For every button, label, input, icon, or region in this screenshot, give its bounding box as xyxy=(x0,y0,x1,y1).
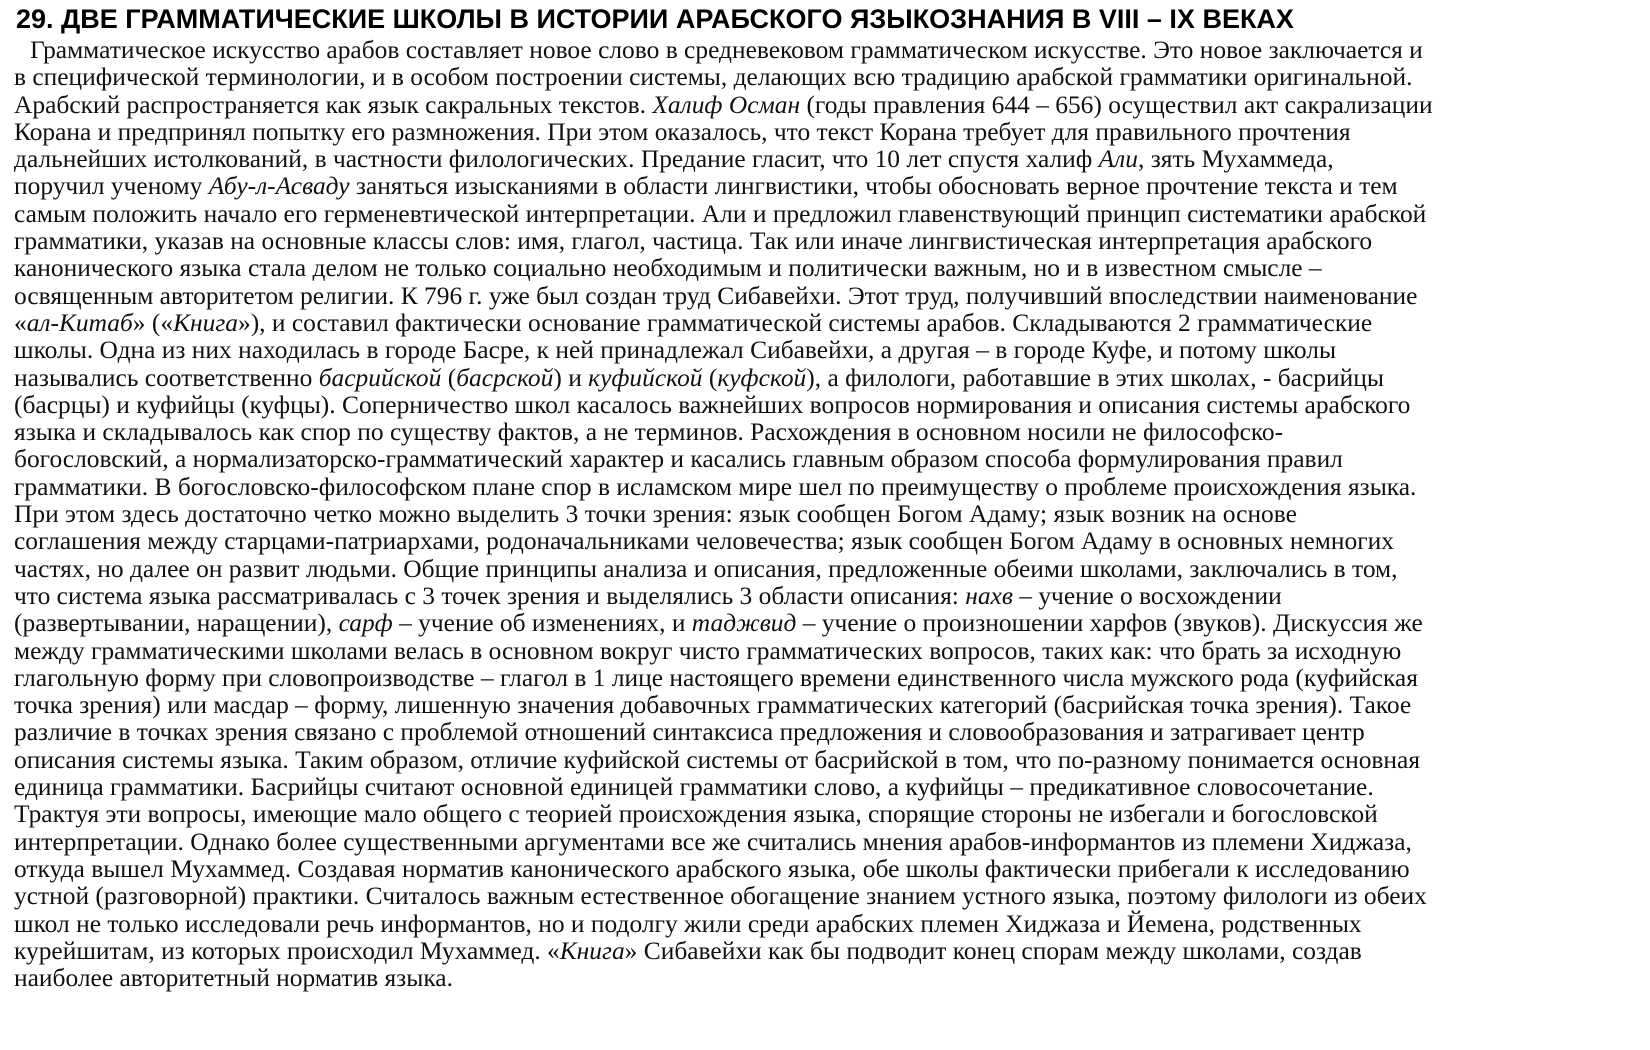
text-line xyxy=(14,500,1640,527)
text-segment: частях, но далее он развит людьми. Общие принципы анализа и описания, предложенные обеими школами, заключались в том, xyxy=(14,553,1398,583)
text-line xyxy=(14,855,1640,882)
text-segment: богословский, а нормализаторско-грамматический характер и касались главным образом способа формулирования правил xyxy=(14,444,1343,474)
text-line xyxy=(14,391,1640,418)
text-line xyxy=(14,282,1640,309)
text-segment: – учение об изменениях, и xyxy=(392,608,692,638)
text-segment: – учение о произношении харфов (звуков). Дискуссия же xyxy=(796,608,1423,638)
italic-term: сарф xyxy=(338,608,393,638)
text-segment: – учение о восхождении xyxy=(1012,580,1282,610)
text-line xyxy=(14,582,1640,609)
text-segment: « xyxy=(14,307,27,337)
text-segment: ), а филологи, работавшие в этих школах, - басрийцы xyxy=(806,362,1384,392)
text-line xyxy=(14,200,1640,227)
text-segment: Грамматическое искусство арабов составляет новое слово в средневековом грамматическом искусстве. Это новое заключается и xyxy=(29,35,1423,64)
text-segment: откуда вышел Мухаммед. Создавая норматив канонического арабского языка, обе школы фактически прибегали к исследованию xyxy=(14,853,1410,883)
italic-term: нахв xyxy=(965,580,1013,610)
italic-term: таджвид xyxy=(691,608,797,638)
italic-term: Халиф Осман xyxy=(652,89,801,119)
text-line xyxy=(14,63,1640,90)
text-line xyxy=(14,227,1640,254)
text-segment: (развертывании, наращении), xyxy=(14,608,339,638)
text-line xyxy=(14,336,1640,363)
italic-term: басрской xyxy=(456,362,554,392)
text-segment: грамматики. В богословско-философском плане спор в исламском мире шел по преимуществу о проблеме происхождения языка. xyxy=(14,471,1417,501)
text-line xyxy=(14,254,1640,281)
text-line xyxy=(14,473,1640,500)
text-segment: в специфической терминологии, и в особом построении системы, делающих всю традицию арабской грамматики оригинальной. xyxy=(14,62,1413,92)
text-segment: канонического языка стала делом не только социально необходимым и политически важным, но и в известном смысле – xyxy=(14,253,1322,283)
text-segment: заняться изысканиями в области лингвистики, чтобы обосновать верное прочтение текста и тем xyxy=(349,171,1398,201)
text-line xyxy=(14,91,1640,118)
text-line xyxy=(14,527,1640,554)
text-segment: Корана и предпринял попытку его размножения. При этом оказалось, что текст Корана требует для правильного прочтения xyxy=(14,116,1351,146)
text-segment: интерпретации. Однако более существенными аргументами все же считались мнения арабов-информантов из племени Хиджаза, xyxy=(14,826,1412,856)
italic-term: басрийской xyxy=(318,362,442,392)
text-segment: » Сибавейхи как бы подводит конец спорам между школами, создав xyxy=(624,935,1362,965)
text-line xyxy=(14,882,1640,909)
text-line xyxy=(14,145,1640,172)
text-line xyxy=(14,691,1640,718)
text-segment: , зять Мухаммеда, xyxy=(1137,144,1334,174)
text-segment: назывались соответственно xyxy=(14,362,319,392)
text-line xyxy=(14,800,1640,827)
text-segment: Арабский распространяется как язык сакральных текстов. xyxy=(14,89,653,119)
italic-term: Али xyxy=(1098,144,1138,174)
text-segment: различие в точках зрения связано с проблемой отношений синтаксиса предложения и словообразования и затрагивает центр xyxy=(14,717,1365,747)
text-segment: между грамматическими школами велась в основном вокруг чисто грамматических вопросов, таких как: что брать за исходную xyxy=(14,635,1402,665)
text-line xyxy=(14,828,1640,855)
text-line xyxy=(14,445,1640,472)
text-segment: школ не только исследовали речь информантов, но и подолгу жили среди арабских племен Хиджаза и Йемена, родственных xyxy=(14,908,1362,938)
italic-term: Книга xyxy=(559,935,625,965)
text-segment: дальнейших истолкований, в частности филологических. Предание гласит, что 10 лет спустя халиф xyxy=(14,144,1099,174)
text-segment: школы. Одна из них находилась в городе Басре, к ней принадлежал Сибавейхи, а другая – в городе Куфе, и потому школы xyxy=(14,335,1337,365)
text-segment: »), и составил фактически основание грамматической системы арабов. Складываются 2 грамматические xyxy=(237,307,1373,337)
text-segment: точка зрения) или масдар – форму, лишенную значения добавочных грамматических категорий (басрийская точка зрения). Такое xyxy=(14,690,1412,720)
text-segment: глагольную форму при словопроизводстве – глагол в 1 лице настоящего времени единственного числа мужского рода (куфийская xyxy=(14,662,1418,692)
text-segment: языка и складывалось как спор по существу фактов, а не терминов. Расхождения в основном носили не философско- xyxy=(14,417,1284,447)
italic-term: ал-Китаб xyxy=(26,307,133,337)
document-page xyxy=(14,2,1644,991)
text-line xyxy=(14,937,1640,964)
text-line xyxy=(14,718,1640,745)
text-segment: единица грамматики. Басрийцы считают основной единицей грамматики слово, а куфийцы – предикативное словосочетание. xyxy=(14,772,1374,802)
text-line xyxy=(14,172,1640,199)
text-segment: наиболее авторитетный норматив языка. xyxy=(14,963,453,993)
italic-term: Книга xyxy=(173,307,238,337)
text-segment: (годы правления 644 – 656) осуществил акт сакрализации xyxy=(800,89,1433,119)
text-segment: описания системы языка. Таким образом, отличие куфийской системы от басрийской в том, что по-разному понимается основная xyxy=(14,744,1421,774)
text-line xyxy=(14,964,1640,991)
text-segment: соглашения между старцами-патриархами, родоначальниками человечества; язык сообщен Богом Адаму в основных немногих xyxy=(14,526,1394,556)
text-segment: ( xyxy=(441,362,457,392)
text-line xyxy=(14,309,1640,336)
text-segment: При этом здесь достаточно четко можно выделить 3 точки зрения: язык сообщен Богом Адаму; язык возник на основе xyxy=(14,499,1297,529)
text-segment: самым положить начало его герменевтической интерпретации. Али и предложил главенствующий принцип систематики арабской xyxy=(14,198,1427,228)
text-segment: грамматики, указав на основные классы слов: имя, глагол, частица. Так или иначе лингвистическая интерпретация арабского xyxy=(14,226,1373,256)
text-line xyxy=(14,910,1640,937)
text-segment: ) и xyxy=(553,362,589,392)
text-segment: » (« xyxy=(132,307,174,337)
text-line xyxy=(14,418,1640,445)
text-segment: поручил ученому xyxy=(14,171,209,201)
page-title: 29. ДВЕ ГРАММАТИЧЕСКИЕ ШКОЛЫ В ИСТОРИИ АРАБСКОГО ЯЗЫКОЗНАНИЯ В VIII – IX ВЕКАХ xyxy=(16,4,1294,34)
text-segment: Трактуя эти вопросы, имеющие мало общего с теорией происхождения языка, спорящие стороны не избегали и богословской xyxy=(14,799,1378,829)
body-text xyxy=(14,36,1644,991)
italic-term: куфийской xyxy=(588,362,703,392)
text-segment: курейшитам, из которых происходил Мухаммед. « xyxy=(14,935,560,965)
text-segment: (басрцы) и куфийцы (куфцы). Соперничество школ касалось важнейших вопросов нормирования и описания системы арабского xyxy=(14,389,1411,419)
text-segment: устной (разговорной) практики. Считалось важным естественное обогащение знанием устного языка, поэтому филологи из обеих xyxy=(14,881,1427,911)
text-segment: освященным авторитетом религии. К 796 г. уже был создан труд Сибавейхи. Этот труд, получивший впоследствии наименование xyxy=(14,280,1418,310)
text-line xyxy=(14,118,1640,145)
text-line xyxy=(14,36,1640,63)
text-segment: что система языка рассматривалась с 3 точек зрения и выделялись 3 области описания: xyxy=(14,580,966,610)
text-line xyxy=(14,664,1640,691)
italic-term: Абу-л-Асваду xyxy=(208,171,350,201)
italic-term: куфской xyxy=(717,362,807,392)
text-line xyxy=(14,746,1640,773)
text-line xyxy=(14,555,1640,582)
text-line xyxy=(14,364,1640,391)
text-segment: ( xyxy=(702,362,718,392)
text-line xyxy=(14,637,1640,664)
text-line xyxy=(14,609,1640,636)
text-line xyxy=(14,773,1640,800)
